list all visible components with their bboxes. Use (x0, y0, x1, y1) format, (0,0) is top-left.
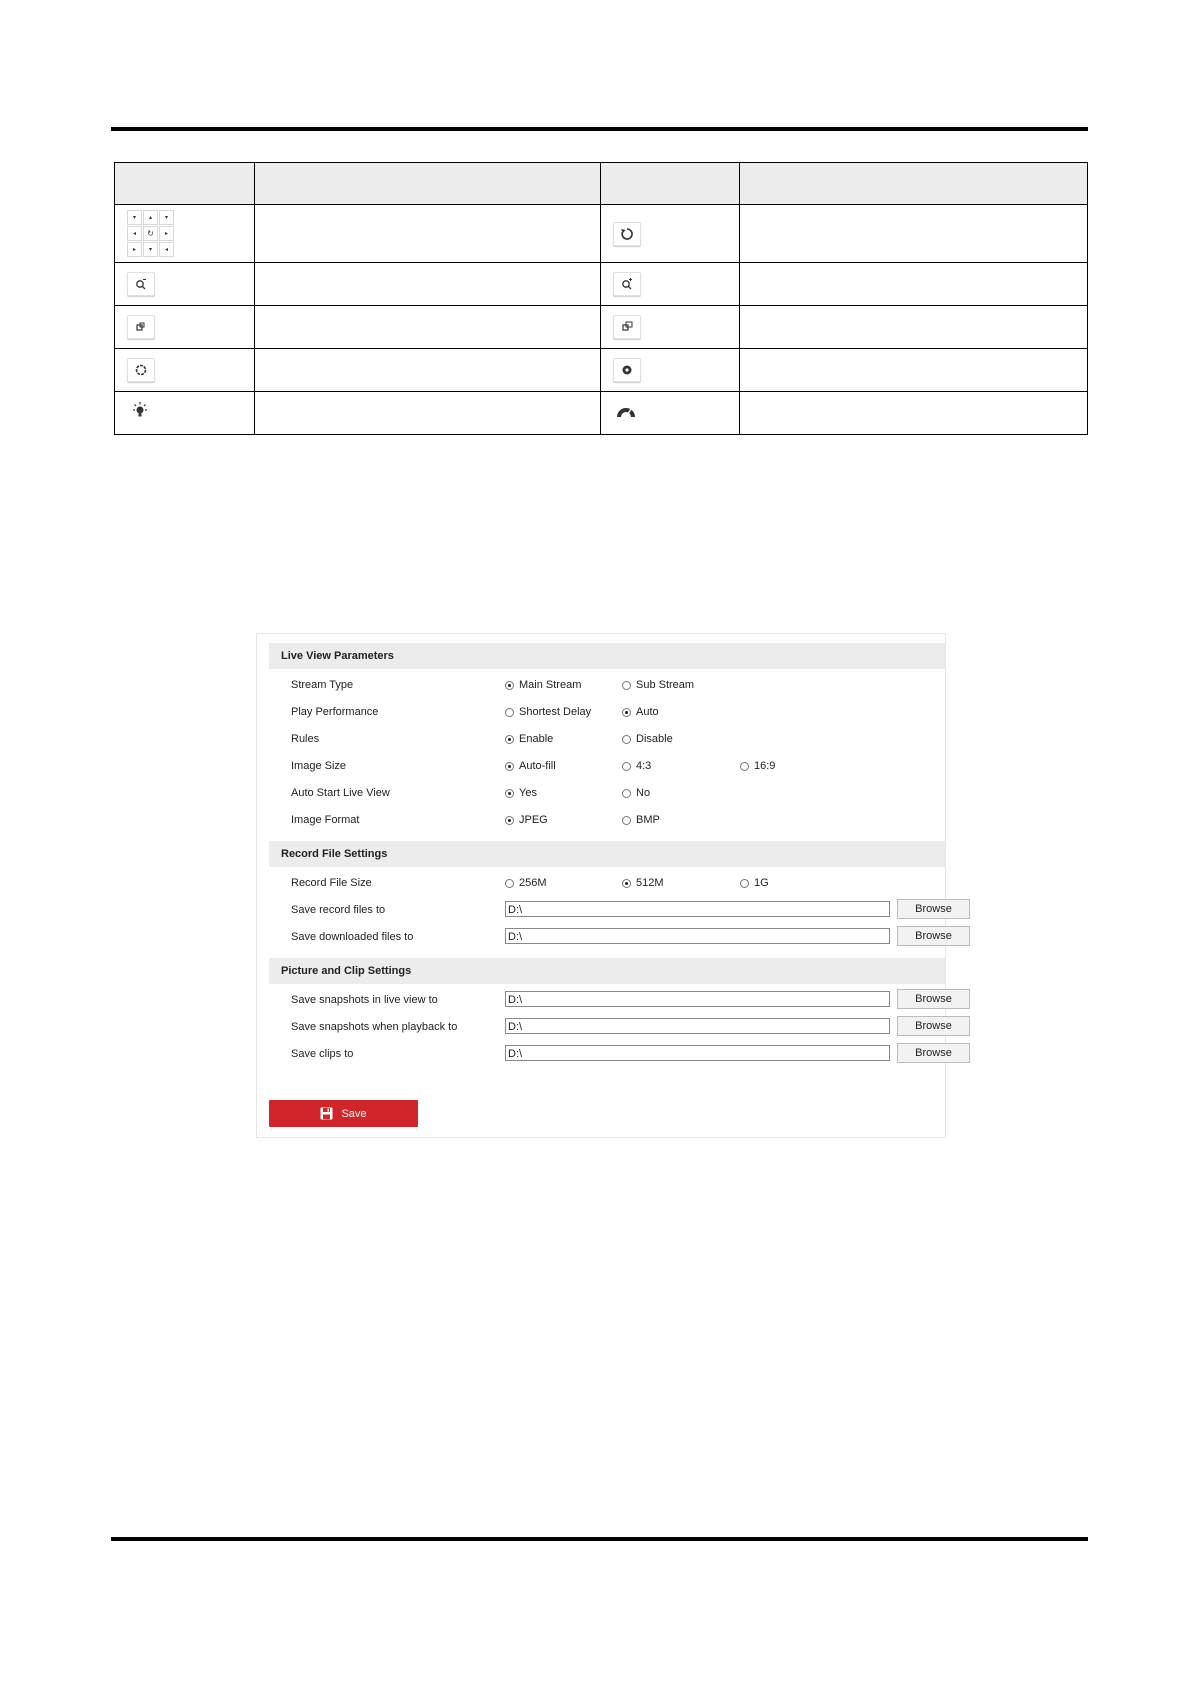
wiper-icon (613, 401, 639, 423)
auto-radio[interactable]: Auto (622, 703, 659, 721)
auto-fill-radio[interactable]: Auto-fill (505, 757, 556, 775)
radio-icon (622, 789, 631, 798)
radio-icon (740, 762, 749, 771)
radio-icon (740, 879, 749, 888)
save-snapshots-playback-label: Save snapshots when playback to (291, 1021, 458, 1033)
sub-stream-radio[interactable]: Sub Stream (622, 676, 694, 694)
iris-close-icon (127, 358, 155, 382)
size-256m-radio[interactable]: 256M (505, 874, 547, 892)
focus-far-icon (613, 315, 641, 339)
radio-icon (505, 708, 514, 717)
browse-button[interactable]: Browse (897, 926, 970, 946)
table-row (115, 392, 1088, 435)
browse-button[interactable]: Browse (897, 1016, 970, 1036)
auto-start-live-view-label: Auto Start Live View (291, 787, 390, 799)
save-button-label: Save (341, 1107, 367, 1120)
header-rule (111, 127, 1088, 131)
table-header-row (115, 163, 1088, 205)
save-snapshots-live-view-label: Save snapshots in live view to (291, 994, 438, 1006)
radio-icon (505, 816, 514, 825)
shortest-delay-radio[interactable]: Shortest Delay (505, 703, 591, 721)
save-downloaded-files-label: Save downloaded files to (291, 931, 414, 943)
table-row (115, 205, 1088, 263)
record-file-size-label: Record File Size (291, 877, 372, 889)
save-clips-input[interactable]: D:\ (505, 1045, 890, 1061)
picture-clip-section-header: Picture and Clip Settings (269, 958, 945, 984)
image-size-label: Image Size (291, 760, 347, 772)
icon-description-table (114, 162, 1088, 435)
radio-icon (505, 762, 514, 771)
table-row (115, 263, 1088, 306)
radio-icon (622, 816, 631, 825)
radio-icon (505, 879, 514, 888)
zoom-out-icon (127, 272, 155, 296)
footer-rule (111, 1537, 1088, 1541)
rules-disable-radio[interactable]: Disable (622, 730, 673, 748)
save-downloaded-files-input[interactable]: D:\ (505, 928, 890, 944)
save-snapshots-live-view-input[interactable]: D:\ (505, 991, 890, 1007)
rules-enable-radio[interactable]: Enable (505, 730, 553, 748)
record-file-section-header: Record File Settings (269, 841, 945, 867)
radio-icon (622, 735, 631, 744)
ratio-16-9-radio[interactable]: 16:9 (740, 757, 775, 775)
save-snapshots-playback-input[interactable]: D:\ (505, 1018, 890, 1034)
ratio-4-3-radio[interactable]: 4:3 (622, 757, 651, 775)
light-icon (127, 400, 153, 422)
play-performance-label: Play Performance (291, 706, 379, 718)
radio-icon (505, 681, 514, 690)
save-record-files-label: Save record files to (291, 904, 386, 916)
main-stream-radio[interactable]: Main Stream (505, 676, 581, 694)
browse-button[interactable]: Browse (897, 1043, 970, 1063)
radio-icon (505, 735, 514, 744)
rules-label: Rules (291, 733, 320, 745)
live-view-section-header: Live View Parameters (269, 643, 945, 669)
radio-icon (622, 681, 631, 690)
radio-icon (505, 789, 514, 798)
browse-button[interactable]: Browse (897, 989, 970, 1009)
auto-start-no-radio[interactable]: No (622, 784, 650, 802)
size-1g-radio[interactable]: 1G (740, 874, 769, 892)
radio-icon (622, 879, 631, 888)
size-512m-radio[interactable]: 512M (622, 874, 664, 892)
save-record-files-input[interactable]: D:\ (505, 901, 890, 917)
focus-near-icon (127, 315, 155, 339)
floppy-disk-icon (320, 1107, 333, 1120)
local-settings-panel (256, 633, 952, 1138)
ptz-direction-icon: ▾ ▴ ▾ ◂ ↻ ▸ ▸ ▾ ◂ (127, 210, 254, 257)
radio-icon (622, 762, 631, 771)
image-format-label: Image Format (291, 814, 360, 826)
bmp-radio[interactable]: BMP (622, 811, 660, 829)
zoom-in-icon (613, 272, 641, 296)
save-clips-label: Save clips to (291, 1048, 354, 1060)
table-row (115, 306, 1088, 349)
jpeg-radio[interactable]: JPEG (505, 811, 548, 829)
auto-start-yes-radio[interactable]: Yes (505, 784, 537, 802)
browse-button[interactable]: Browse (897, 899, 970, 919)
iris-open-icon (613, 358, 641, 382)
stream-type-label: Stream Type (291, 679, 354, 691)
radio-icon (622, 708, 631, 717)
rotate-icon (613, 222, 641, 246)
table-row (115, 349, 1088, 392)
save-button[interactable] (269, 1100, 418, 1127)
